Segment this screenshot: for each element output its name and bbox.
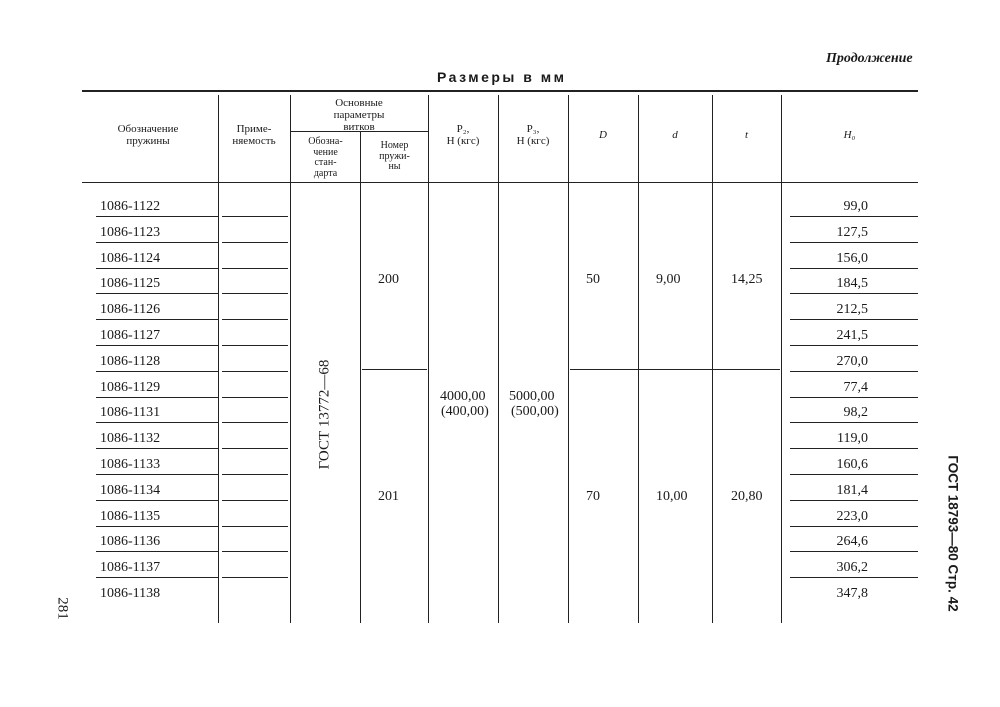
row-designation: 1086-1124 xyxy=(100,250,161,266)
row-rule xyxy=(790,371,918,372)
row-rule xyxy=(96,577,218,578)
row-h0: 212,5 xyxy=(836,302,868,318)
col-rule xyxy=(568,95,569,623)
row-rule xyxy=(96,448,218,449)
row-rule xyxy=(222,242,288,243)
row-rule xyxy=(96,500,218,501)
row-rule xyxy=(96,397,218,398)
side-label: ГОСТ 18793—80 Стр. 42 xyxy=(945,455,961,612)
col-rule xyxy=(638,95,639,623)
row-rule xyxy=(222,319,288,320)
row-designation: 1086-1125 xyxy=(100,276,161,292)
table-top-rule xyxy=(82,90,918,92)
row-rule xyxy=(222,474,288,475)
row-designation: 1086-1126 xyxy=(100,302,161,318)
row-rule xyxy=(790,526,918,527)
row-rule xyxy=(790,551,918,552)
standard-designation: ГОСТ 13772—68 xyxy=(316,359,333,470)
row-h0: 306,2 xyxy=(836,560,868,576)
header-applicability: Приме- няемость xyxy=(232,123,276,147)
table-title: Размеры в мм xyxy=(437,69,567,85)
header-designation: Обозначение пружины xyxy=(117,123,179,147)
row-designation: 1086-1134 xyxy=(100,482,161,498)
t-group1: 14,25 xyxy=(731,272,763,287)
row-designation: 1086-1137 xyxy=(100,560,161,576)
header-basic-params: Основные параметры витков xyxy=(333,97,385,133)
row-rule xyxy=(790,397,918,398)
row-rule xyxy=(222,526,288,527)
row-rule xyxy=(790,577,918,578)
row-rule xyxy=(222,500,288,501)
t-group2: 20,80 xyxy=(731,489,763,504)
row-h0: 264,6 xyxy=(836,534,868,550)
page-number: 281 xyxy=(54,597,71,620)
row-h0: 181,4 xyxy=(836,482,868,498)
continuation-label: Продолжение xyxy=(826,51,913,66)
p2-kgf: (400,00) xyxy=(441,404,489,419)
row-designation: 1086-1135 xyxy=(100,508,161,524)
D-group2: 70 xyxy=(586,489,600,504)
d-group2: 10,00 xyxy=(656,489,688,504)
header-spring-number: Номер пружи- ны xyxy=(379,140,410,172)
p3-value: 5000,00 xyxy=(509,389,555,404)
row-rule xyxy=(790,422,918,423)
row-rule xyxy=(96,345,218,346)
row-rule xyxy=(222,268,288,269)
row-rule xyxy=(222,371,288,372)
row-rule xyxy=(96,319,218,320)
row-rule xyxy=(790,474,918,475)
row-rule xyxy=(222,397,288,398)
row-rule xyxy=(96,474,218,475)
row-rule xyxy=(222,448,288,449)
col-rule xyxy=(428,95,429,623)
row-designation: 1086-1133 xyxy=(100,457,161,472)
row-h0: 156,0 xyxy=(836,250,868,266)
row-rule xyxy=(790,242,918,243)
row-rule xyxy=(790,319,918,320)
group-divider-dims xyxy=(570,369,780,370)
p3-kgf: (500,00) xyxy=(511,404,559,419)
row-designation: 1086-1123 xyxy=(100,224,161,240)
row-rule xyxy=(222,577,288,578)
row-rule xyxy=(790,500,918,501)
row-designation: 1086-1129 xyxy=(100,379,161,395)
row-designation: 1086-1127 xyxy=(100,328,161,343)
row-designation: 1086-1132 xyxy=(100,431,161,447)
header-bottom-rule xyxy=(82,182,918,183)
row-h0: 127,5 xyxy=(836,224,868,240)
row-h0: 241,5 xyxy=(836,328,868,343)
col-rule xyxy=(781,95,782,623)
p2-value: 4000,00 xyxy=(440,389,486,404)
row-rule xyxy=(790,345,918,346)
header-p3: P₃, Н (кгс) xyxy=(516,123,550,147)
spring-number-group1: 200 xyxy=(378,272,399,287)
row-h0: 98,2 xyxy=(843,405,868,421)
col-rule xyxy=(360,131,361,623)
spring-number-group2: 201 xyxy=(378,489,399,504)
row-designation: 1086-1128 xyxy=(100,353,161,369)
header-p2: P₂, Н (кгс) xyxy=(446,123,480,147)
row-h0: 119,0 xyxy=(837,431,868,447)
row-rule xyxy=(96,526,218,527)
row-rule xyxy=(96,422,218,423)
row-rule xyxy=(222,345,288,346)
row-rule xyxy=(222,293,288,294)
row-rule xyxy=(96,268,218,269)
row-rule xyxy=(222,422,288,423)
row-rule xyxy=(222,216,288,217)
row-h0: 347,8 xyxy=(836,586,868,601)
row-rule xyxy=(96,371,218,372)
row-designation: 1086-1131 xyxy=(100,405,161,421)
header-std-designation: Обозна- чение стан- дарта xyxy=(308,136,343,179)
header-t: t xyxy=(744,129,749,141)
row-rule xyxy=(96,242,218,243)
row-rule xyxy=(790,448,918,449)
group-divider-spring xyxy=(362,369,427,370)
col-rule xyxy=(498,95,499,623)
row-rule xyxy=(790,268,918,269)
row-rule xyxy=(96,551,218,552)
row-designation: 1086-1122 xyxy=(100,199,161,214)
col-rule xyxy=(712,95,713,623)
row-designation: 1086-1138 xyxy=(100,586,161,601)
header-d: d xyxy=(672,129,678,141)
row-rule xyxy=(96,216,218,217)
row-rule xyxy=(222,551,288,552)
row-h0: 99,0 xyxy=(843,199,868,214)
D-group1: 50 xyxy=(586,272,600,287)
row-rule xyxy=(790,216,918,217)
row-designation: 1086-1136 xyxy=(100,534,161,550)
row-h0: 223,0 xyxy=(836,508,868,524)
row-h0: 184,5 xyxy=(836,276,868,292)
row-rule xyxy=(790,293,918,294)
header-H0: H₀ xyxy=(843,129,856,141)
row-rule xyxy=(96,293,218,294)
header-D: D xyxy=(599,129,607,141)
row-h0: 270,0 xyxy=(836,353,868,369)
col-rule xyxy=(218,95,219,623)
row-h0: 77,4 xyxy=(843,379,868,395)
row-h0: 160,6 xyxy=(836,457,868,472)
d-group1: 9,00 xyxy=(656,272,681,287)
